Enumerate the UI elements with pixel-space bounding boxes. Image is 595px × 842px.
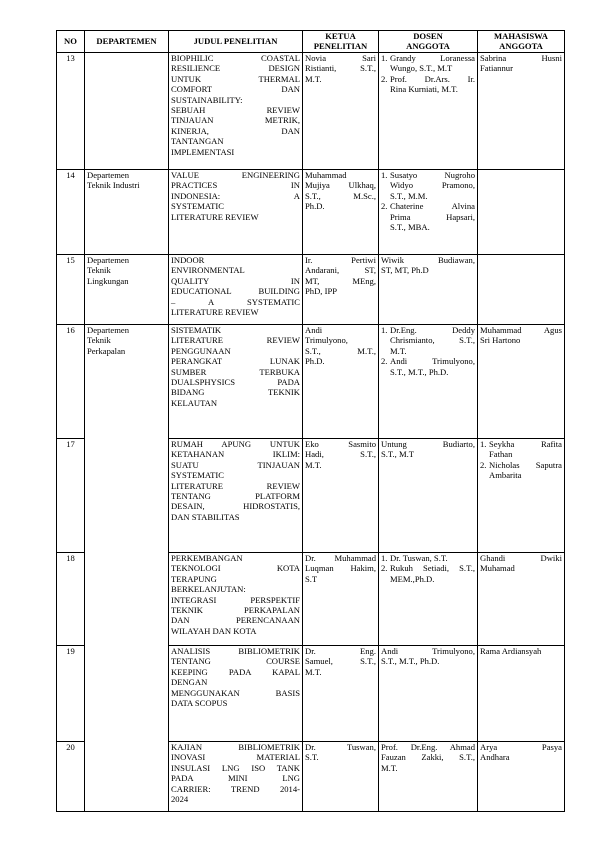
text-line: Andi [305,325,323,335]
lead-researcher [303,325,379,439]
text-line: KAJIAN BIBLIOMETRIK [171,742,300,752]
text-line: ENVIRONMENTAL [171,265,245,276]
research-title [169,53,303,170]
text-line: Rina Kurniati, M.T. [390,84,458,95]
text-line: BERKELANJUTAN: [171,584,246,595]
text-line: LITERATURE REVIEW [171,211,259,222]
list-number: 2. [381,356,388,367]
text-line: TENTANG PLATFORM [171,490,300,501]
text-line: S.T. [305,752,319,763]
text-line: Mujiya Ulkhaq, [305,180,376,191]
text-line: S.T., MBA. [390,221,430,232]
text-line: Prof. Dr.Ars. Ir. [390,73,475,84]
text-line: Eko Sasmito [305,439,376,449]
header-dosen: DOSEN ANGGOTA [379,31,478,53]
research-table [56,30,565,812]
text-line: SEBUAH REVIEW [171,104,300,115]
list-number: 1. [381,53,388,63]
text-line: DESAIN, HIDROSTATIS, [171,501,300,512]
text-line: Ghandi Dwiki [480,553,562,563]
department-cell: Departemen Teknik Perkapalan [85,325,169,812]
text-line: S.T., M.T., Ph.D. [390,366,449,377]
member-lecturers [379,742,478,812]
text-line: Luqman Hakim, [305,563,376,574]
text-line: Sri Hartono [480,335,521,346]
text-line: S.T., M.T., Ph.D. [381,656,440,667]
text-line: KETAHANAN IKLIM: [171,449,300,460]
text-line: VALUE ENGINEERING [171,170,300,180]
student-members [478,53,565,170]
text-line: SUMBER TERBUKA [171,366,300,377]
text-line: MEM.,Ph.D. [390,573,435,584]
text-line: ST, MT, Ph.D [381,265,429,276]
list-number: 1. [381,325,388,335]
text-line: DENGAN [171,677,208,688]
text-line: PhD, IPP [305,286,337,297]
header-ketua: KETUA PENELITIAN [303,31,379,53]
text-line: S.T., M.T., [305,345,376,356]
text-line: TINJAUAN METRIK, [171,115,300,126]
member-list [381,53,475,95]
text-line: Susatyo Nugroho [390,170,475,180]
row-number: 18 [57,553,85,646]
department-cell [85,53,169,170]
text-line: DAN STABILITAS [171,511,240,522]
text-line: Dr.Eng. Deddy [390,325,475,335]
table-row [57,53,565,170]
text-line: Wiwik Budiawan, [381,255,475,265]
text-line: M.T. [305,666,322,677]
list-item [480,439,562,460]
header-judul: JUDUL PENELITIAN [169,31,303,53]
text-line: Andi Trimulyono, [390,356,475,367]
list-item [381,170,475,201]
lead-researcher [303,255,379,325]
text-line: DATA SCOPUS [171,697,228,708]
text-line: INOVASI MATERIAL [171,752,300,763]
text-line: COMFORT DAN [171,84,300,95]
text-line: SUATU TINJAUAN [171,459,300,470]
text-line: UNTUK THERMAL [171,73,300,84]
list-number: 1. [381,553,388,563]
text-line: Rukuh Setiadi, S.T., [390,563,475,574]
table-row [57,255,565,325]
text-line: M.T. [305,459,322,470]
text-line: S.T., M.T [381,449,415,460]
student-members [478,742,565,812]
header-no: NO [57,31,85,53]
header-mahasiswa: MAHASISWA ANGGOTA [478,31,565,53]
text-line: Dr. Tuswan, S.T. [390,553,448,563]
list-number: 2. [381,201,388,212]
text-line: Wungo, S.T., M.T [390,63,453,74]
text-line: SISTEMATIK [171,325,222,335]
text-line: TANTANGAN [171,136,224,147]
member-list [381,170,475,232]
text-line: SUSTAINABILITY: [171,94,243,105]
text-line: Andarani, ST, [305,265,376,276]
row-number: 17 [57,439,85,553]
text-line: Prof. Dr.Eng. Ahmad [381,742,475,752]
text-line: TENTANG COURSE [171,656,300,667]
text-line: S.T., M.Sc., [305,190,376,201]
list-item [381,53,475,74]
list-item [381,325,475,356]
text-line: KINERJA, DAN [171,125,300,136]
text-line: Ph.D. [305,201,325,212]
text-line: Nicholas Saputra [489,459,562,470]
text-line: Hadi, S.T., [305,449,376,460]
list-number: 2. [480,459,487,470]
list-number: 2. [381,563,388,574]
student-members [478,255,565,325]
member-lecturers [379,170,478,255]
text-line: INTEGRASI PERSPEKTIF [171,594,300,605]
text-line: DAN PERENCANAAN [171,615,300,626]
text-line: RESILIENCE DESIGN [171,63,300,74]
list-item [381,356,475,377]
text-line: Muhammad [305,170,347,180]
text-line: M.T. [381,762,398,773]
text-line: MT, MEng, [305,275,376,286]
student-members [478,646,565,742]
row-number: 20 [57,742,85,812]
text-line: LITERATURE REVIEW [171,306,259,317]
text-line: M.T. [305,73,322,84]
text-line: QUALITY IN [171,275,300,286]
text-line: PRACTICES IN [171,180,300,191]
text-line: Grandy Loranessa [390,53,475,63]
text-line: Rama Ardiansyah [480,646,542,656]
text-line: INSULASI LNG ISO TANK [171,762,300,773]
research-title [169,255,303,325]
text-line: Dr. Eng. [305,646,376,656]
student-members [478,439,565,553]
text-line: Prima Hapsari, [390,211,475,222]
text-line: Muhammad Agus [480,325,562,335]
text-line: Dr. Muhammad [305,553,376,563]
text-line: Ir. Pertiwi [305,255,376,265]
lead-researcher [303,170,379,255]
text-line: Widyo Pramono, [390,180,475,191]
text-line: BIOPHILIC COASTAL [171,53,300,63]
text-line: TEKNOLOGI KOTA [171,563,300,574]
text-line: Seykha Rafita [489,439,562,449]
text-line: Dr. Tuswan, [305,742,376,752]
research-title [169,439,303,553]
text-line: Untung Budiarto, [381,439,475,449]
text-line: Fauzan Zakki, S.T., [381,752,475,763]
text-line: – A SYSTEMATIC [171,296,300,307]
table-row [57,325,565,439]
text-line: CARRIER: TREND 2014- [171,783,300,794]
table-row [57,170,565,255]
text-line: IMPLEMENTASI [171,146,235,157]
list-number: 1. [480,439,487,449]
text-line: Ristianti, S.T., [305,63,376,74]
row-number: 19 [57,646,85,742]
text-line: PADA MINI LNG [171,773,300,784]
text-line: SYSTEMATIC [171,201,225,212]
list-item [480,460,562,481]
row-number: 14 [57,170,85,255]
text-line: DUALSPHYSICS PADA [171,376,300,387]
lead-researcher [303,439,379,553]
student-members [478,325,565,439]
member-list [381,553,475,584]
text-line: RUMAH APUNG UNTUK [171,439,300,449]
text-line: INDOOR [171,255,205,265]
list-number: 1. [381,170,388,180]
text-line: LITERATURE REVIEW [171,335,300,346]
row-number: 13 [57,53,85,170]
text-line: TERAPUNG [171,573,217,584]
member-list [381,325,475,377]
research-title [169,742,303,812]
text-line: LITERATURE REVIEW [171,480,300,491]
text-line: PENGGUNAAN [171,345,231,356]
member-lecturers [379,255,478,325]
lead-researcher [303,742,379,812]
research-title [169,325,303,439]
header-departemen: DEPARTEMEN [85,31,169,53]
text-line: EDUCATIONAL BUILDING [171,286,300,297]
text-line: WILAYAH DAN KOTA [171,625,257,636]
text-line: MENGGUNAKAN BASIS [171,687,300,698]
member-lecturers [379,646,478,742]
department-cell: Departemen Teknik Industri [85,170,169,255]
list-item [381,553,475,563]
text-line: Trimulyono, [305,335,348,346]
text-line: Andhara [480,752,510,763]
text-line: INDONESIA: A [171,190,300,201]
header-row [57,31,565,53]
text-line: SYSTEMATIC [171,470,225,481]
text-line: Arya Pasya [480,742,562,752]
text-line: Chrismianto, S.T., [390,335,475,346]
member-lecturers [379,53,478,170]
text-line: M.T. [390,345,407,356]
text-line: S.T., M.M. [390,190,428,201]
member-lecturers [379,439,478,553]
text-line: TEKNIK PERKAPALAN [171,604,300,615]
row-number: 15 [57,255,85,325]
student-members [478,170,565,255]
text-line: Fatiannur [480,63,513,74]
member-lecturers [379,553,478,646]
research-title [169,170,303,255]
text-line: Chaterine Alvina [390,201,475,212]
member-list [480,439,562,481]
lead-researcher [303,646,379,742]
text-line: S.T [305,573,318,584]
text-line: Andi Trimulyono, [381,646,475,656]
research-title [169,553,303,646]
department-cell: Departemen Teknik Lingkungan [85,255,169,325]
text-line: 2024 [171,793,189,804]
text-line: KEEPING PADA KAPAL [171,666,300,677]
list-item [381,201,475,232]
lead-researcher [303,553,379,646]
text-line: PERANGKAT LUNAK [171,356,300,367]
list-item [381,563,475,584]
text-line: Muhamad [480,563,515,574]
list-number: 2. [381,73,388,84]
text-line: Ambarita [489,470,522,481]
text-line: Ph.D. [305,356,325,367]
student-members [478,553,565,646]
research-title [169,646,303,742]
text-line: KELAUTAN [171,397,218,408]
list-item [381,74,475,95]
member-lecturers [379,325,478,439]
text-line: Fathan [489,449,513,460]
text-line: Novia Sari [305,53,376,63]
text-line: ANALISIS BIBLIOMETRIK [171,646,300,656]
text-line: BIDANG TEKNIK [171,387,300,398]
row-number: 16 [57,325,85,439]
lead-researcher [303,53,379,170]
text-line: PERKEMBANGAN [171,553,243,563]
text-line: Sabrina Husni [480,53,562,63]
text-line: Samuel, S.T., [305,656,376,667]
